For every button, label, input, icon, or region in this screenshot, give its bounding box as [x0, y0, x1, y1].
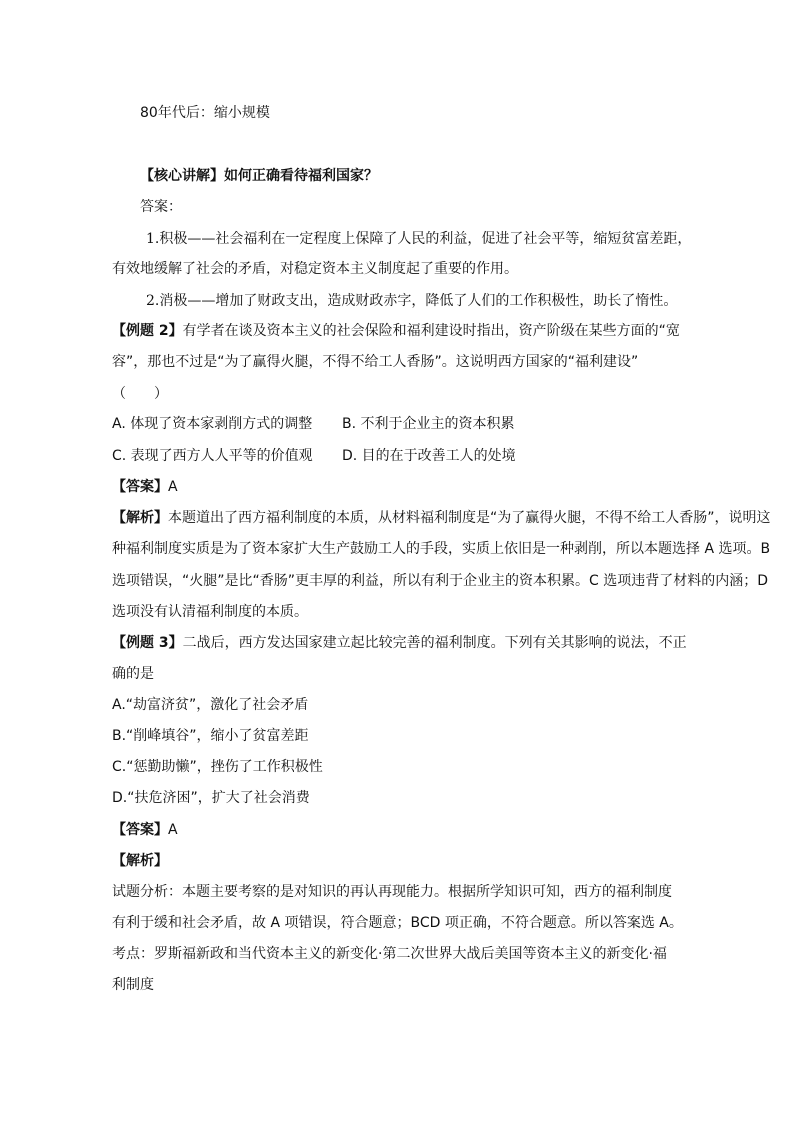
example3-kaodian-line1: 考点：罗斯福新政和当代资本主义的新变化·第二次世界大战后美国等资本主义的新变化·福	[112, 946, 667, 962]
example3-stem-line1	[112, 633, 687, 653]
example2-analysis-line4: 选项没有认清福利制度的本质。	[112, 604, 308, 620]
example2-stem-line2: 容”，那也不过是“为了赢得火腿，不得不给工人香肠”。这说明西方国家的“福利建设”	[112, 354, 639, 370]
example3-stem-text: 二战后，西方发达国家建立起比较完善的福利制度。下列有关其影响的说法，不正	[182, 635, 687, 651]
eighties-line: 80年代后：缩小规模	[140, 105, 270, 121]
example3-option-c: C.“惩勤助懒”，挫伤了工作积极性	[112, 759, 323, 775]
example2-tag: 【例题 2】	[112, 323, 183, 339]
example2-option-d: D. 目的在于改善工人的处境	[342, 448, 516, 464]
example3-answer-value: A	[168, 822, 178, 838]
example3-option-d: D.“扶危济困”，扩大了社会消费	[112, 790, 310, 806]
core-heading: 【核心讲解】如何正确看待福利国家？	[140, 168, 378, 184]
example2-option-b: B. 不利于企业主的资本积累	[342, 416, 515, 432]
example3-kaodian-line2: 利制度	[112, 977, 154, 993]
example3-analysis-line2: 有利于缓和社会矛盾，故 A 项错误，符合题意；BCD 项正确，不符合题意。所以答案选 A。	[112, 915, 683, 931]
example3-answer-tag: 【答案】	[112, 822, 168, 838]
example3-stem-line2: 确的是	[112, 666, 154, 682]
example3-answer	[112, 820, 178, 840]
core-answer-label: 答案：	[140, 199, 182, 215]
example2-option-a: A. 体现了资本家剥削方式的调整	[112, 416, 313, 432]
example3-analysis-tag: 【解析】	[112, 853, 168, 869]
example3-analysis-line1: 试题分析：本题主要考察的是对知识的再认再现能力。根据所学知识可知，西方的福利制度	[112, 884, 672, 900]
example2-analysis-line2: 种福利制度实质是为了资本家扩大生产鼓励工人的手段，实质上依旧是一种剥削，所以本题选择 A 选项。B	[112, 541, 771, 557]
core-point2: 2.消极——增加了财政支出，造成财政赤字，降低了人们的工作积极性，助长了惰性。	[146, 293, 678, 309]
example2-analysis-line1	[112, 508, 771, 528]
example2-analysis-tag: 【解析】	[112, 510, 168, 526]
example2-analysis-text1: 本题道出了西方福利制度的本质，从材料福利制度是“为了赢得火腿，不得不给工人香肠”，说明这	[168, 510, 771, 526]
example3-option-a: A.“劫富济贫”，激化了社会矛盾	[112, 697, 309, 713]
example3-tag: 【例题 3】	[112, 635, 183, 651]
example2-stem-text: 有学者在谈及资本主义的社会保险和福利建设时指出，资产阶级在某些方面的“宽	[182, 323, 680, 339]
core-point1-line2: 有效地缓解了社会的矛盾，对稳定资本主义制度起了重要的作用。	[112, 261, 518, 277]
example2-answer-value: A	[168, 479, 178, 495]
example3-option-b: B.“削峰填谷”，缩小了贫富差距	[112, 728, 309, 744]
core-point1-line1: 1.积极——社会福利在一定程度上保障了人民的利益，促进了社会平等，缩短贫富差距，	[146, 231, 692, 247]
example2-answer	[112, 477, 178, 497]
example2-analysis-line3: 选项错误，“火腿”是比“香肠”更丰厚的利益，所以有利于企业主的资本积累。C 选项违背了材料的内涵；D	[112, 573, 769, 589]
example2-answer-tag: 【答案】	[112, 479, 168, 495]
example2-blank: （ ）	[112, 386, 168, 402]
example2-stem-line1	[112, 321, 680, 341]
example2-option-c: C. 表现了西方人人平等的价值观	[112, 448, 313, 464]
